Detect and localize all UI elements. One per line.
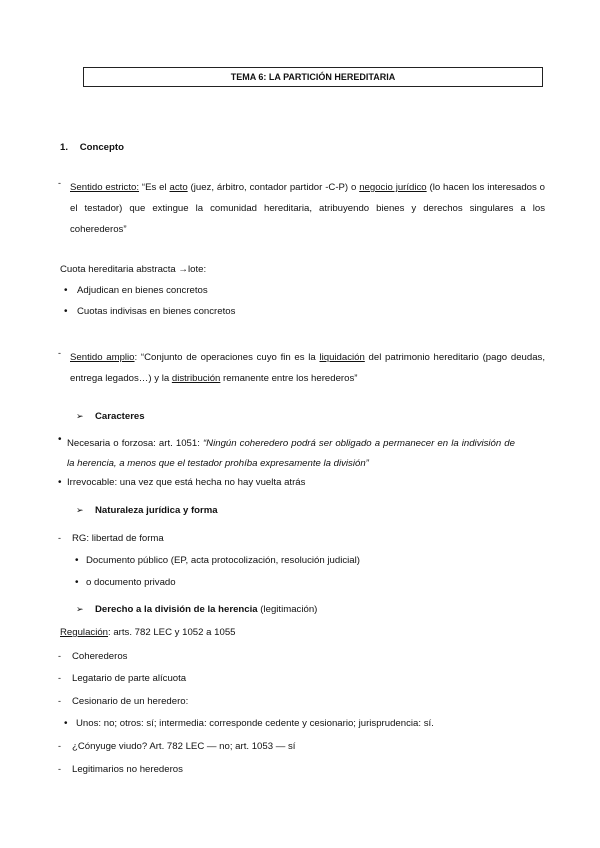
legitimarios-text: Legitimarios no herederos [72,764,183,775]
rg-text: RG: libertad de forma [72,533,164,544]
term-negocio-juridico: negocio jurídico [359,182,427,193]
text-fragment: : “Conjunto de operaciones cuyo fin es la [134,352,320,363]
bullet-icon: • [64,306,68,317]
irrevocable-text: Irrevocable: una vez que está hecha no hay vuelta atrás [67,477,306,488]
bullet-icon: • [75,577,79,588]
section-title: Concepto [79,142,124,153]
conyuge-text: ¿Cónyuge viudo? Art. 782 LEC — no; art. 1053 — sí [72,741,296,752]
derecho-heading [95,604,317,617]
dash-bullet: - [58,764,61,774]
regulacion-text: : arts. 782 LEC y 1052 a 1055 [108,627,236,638]
sentido-estricto-label: Sentido estricto: [70,182,140,193]
bullet-icon: • [75,555,79,566]
list-item: Cesionario de un heredero: [72,696,189,707]
arrow-bullet-icon: ➢ [76,505,84,515]
dash-bullet: - [58,178,61,188]
article-quote: “Ningún coheredero podrá ser obligado a permanecer en la indivisión de la herencia, a menos que el testador prohíba expresamente la división” [67,438,515,469]
text-fragment: “Es el [139,182,170,193]
bullet-icon: • [64,718,68,729]
dash-bullet: - [58,741,61,751]
list-item: Coherederos [72,651,128,662]
text-fragment: remanente entre los herederos” [220,373,358,384]
text-fragment: Necesaria o forzosa: art. 1051: [67,438,203,449]
term-liquidacion: liquidación [319,352,365,363]
dash-bullet: - [58,533,61,543]
sentido-amplio-paragraph [70,347,545,389]
text-fragment: (juez, árbitro, contador partidor -C-P) o [187,182,360,193]
bullet-icon: • [58,477,62,488]
derecho-heading-suffix: (legitimación) [257,604,318,615]
list-item: Adjudican en bienes concretos [77,285,208,296]
term-acto: acto [169,182,188,193]
dash-bullet: - [58,696,61,706]
regulacion-label: Regulación [60,627,109,638]
term-distribucion: distribución [171,373,221,384]
sentido-estricto-paragraph [70,177,545,240]
naturaleza-heading: Naturaleza jurídica y forma [95,505,218,516]
list-item: o documento privado [86,577,176,588]
necesaria-paragraph [67,434,515,474]
caracteres-heading: Caracteres [95,411,145,422]
text-fragment: del patrimonio hereditario (pago deudas, entrega legados…) y la [70,352,546,384]
page-title: TEMA 6: LA PARTICIÓN HEREDITARIA [83,67,543,87]
sentido-amplio-label: Sentido amplio [70,352,135,363]
bullet-icon: • [58,434,62,445]
bullet-icon: • [64,285,68,296]
arrow-bullet-icon: ➢ [76,604,84,614]
list-item: Documento público (EP, acta protocolización, resolución judicial) [86,555,360,566]
list-item: Cuotas indivisas en bienes concretos [77,306,236,317]
dash-bullet: - [58,673,61,683]
section-number: 1. [60,142,69,153]
regulacion-line [60,627,235,640]
cesionario-detail: Unos: no; otros: sí; intermedia: corresponde cedente y cesionario; jurisprudencia: sí. [76,718,434,729]
arrow-bullet-icon: ➢ [76,411,84,421]
cuota-label: Cuota hereditaria abstracta →lote: [60,264,207,275]
dash-bullet: - [58,348,61,358]
section-heading [60,142,124,155]
list-item: Legatario de parte alícuota [72,673,187,684]
derecho-heading-text: Derecho a la división de la herencia [95,604,258,615]
text-fragment: (lo hacen los interesados o el testador) que extingue la comunidad hereditaria, atribuyendo bienes y derechos singulares a los coherederos” [70,182,546,235]
dash-bullet: - [58,651,61,661]
